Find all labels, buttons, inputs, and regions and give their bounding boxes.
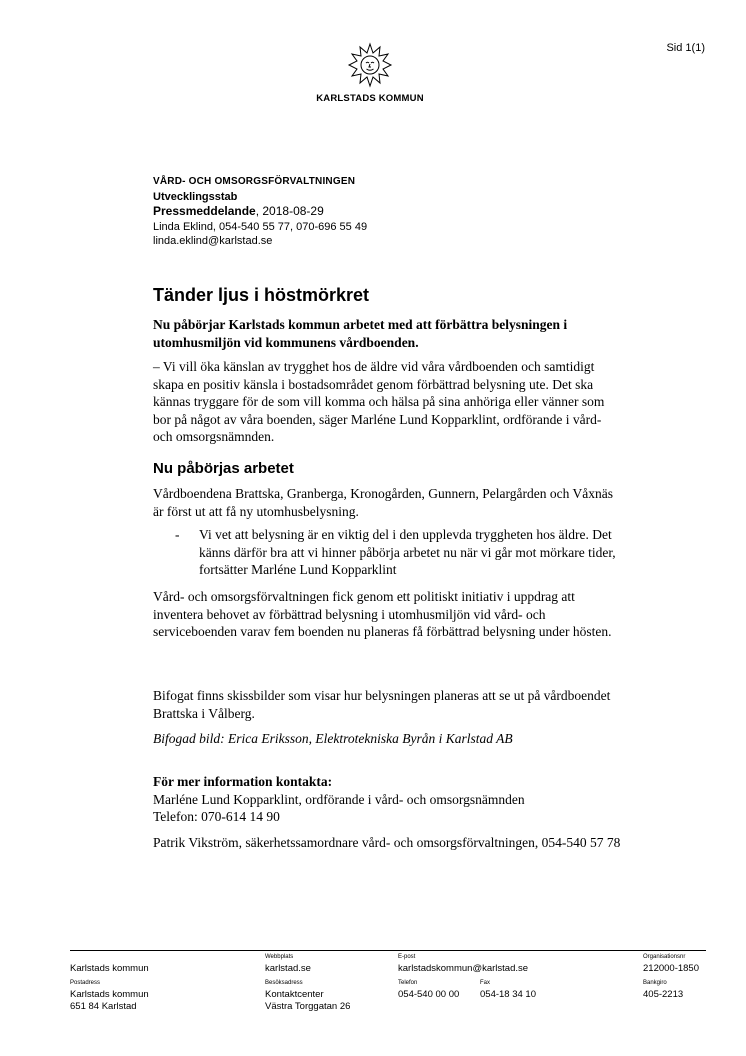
lead-paragraph: Nu påbörjar Karlstads kommun arbetet med att förbättra belysningen i utomhusmiljön vid kommunens vårdboenden.	[153, 317, 568, 350]
footer-postal-line: 651 84 Karlstad	[70, 1000, 137, 1012]
footer-label: Bankgiro	[643, 980, 667, 986]
paragraph: Bifogat finns skissbilder som visar hur belysningen planeras att se ut på vårdboendet Brattska i Vålberg.	[153, 688, 611, 721]
footer-phone: 054-540 00 00	[398, 989, 460, 1000]
contact-line: Linda Eklind, 054-540 55 77, 070-696 55 49	[153, 220, 368, 233]
footer-postal-address	[70, 989, 149, 1012]
doc-date: , 2018-08-29	[255, 204, 324, 218]
footer-label: Fax	[480, 980, 491, 986]
footer-orgnr: 212000-1850	[643, 963, 699, 974]
footer-label: Webbplats	[265, 954, 294, 960]
footer-fax: 054-18 34 10	[480, 989, 536, 1000]
footer-label: Telefon	[398, 980, 418, 986]
bullet-dash: -	[175, 527, 180, 542]
logo-text: KARLSTADS KOMMUN	[316, 93, 424, 104]
subheading: Nu påbörjas arbetet	[153, 460, 294, 477]
contact-person: Marléne Lund Kopparklint, ordförande i vård- och omsorgsnämnden	[153, 792, 525, 807]
footer-label: Besöksadress	[265, 980, 303, 986]
article-title: Tänder ljus i höstmörkret	[153, 285, 370, 305]
contact-heading: För mer information kontakta:	[153, 774, 333, 789]
header-block	[153, 175, 367, 249]
paragraph: Vård- och omsorgsförvaltningen fick genom ett politiskt initiativ i uppdrag att inventera behovet av förbättrad belysning i utomhusmiljön vid vård- och serviceboenden varav fem boenden nu planeras få förbättrad belysning under hösten.	[153, 589, 612, 639]
contact-email: linda.eklind@karlstad.se	[153, 235, 273, 247]
doc-type: Pressmeddelande	[153, 204, 256, 218]
footer-website: karlstad.se	[265, 963, 311, 974]
unit: Utvecklingsstab	[153, 190, 238, 203]
department: VÅRD- OCH OMSORGSFÖRVALTNINGEN	[153, 176, 356, 187]
bullet-text: Vi vet att belysning är en viktig del i den upplevda tryggheten hos äldre. Det känns därför bra att vi hinner påbörja arbetet nu när vi går mot mörkare tider, fortsätter Marléne Lund Kopparklint	[199, 527, 616, 577]
sun-face-icon	[347, 42, 393, 88]
image-caption: Bifogad bild: Erica Eriksson, Elektrotekniska Byrån i Karlstad AB	[153, 731, 513, 746]
footer-label: E-post	[398, 954, 416, 960]
paragraph: Vårdboendena Brattska, Granberga, Kronogården, Gunnern, Pelargården och Våxnäs är först ut att få ny utomhusbelysning.	[153, 486, 613, 519]
footer-visit-address	[265, 989, 350, 1012]
footer-divider	[70, 950, 706, 951]
doc-type-line	[153, 204, 367, 220]
footer-visit-line: Kontaktcenter	[265, 989, 324, 1000]
footer-visit-line: Västra Torggatan 26	[265, 1000, 351, 1012]
contact-phone: Telefon: 070-614 14 90	[153, 809, 280, 824]
footer-bankgiro: 405-2213	[643, 989, 684, 1000]
footer-label: Organisationsnr	[643, 954, 686, 960]
footer-name: Karlstads kommun	[70, 963, 149, 974]
footer-postal-line: Karlstads kommun	[70, 989, 149, 1000]
contact-person: Patrik Vikström, säkerhetssamordnare vård- och omsorgsförvaltningen, 054-540 57 78	[153, 835, 621, 850]
page-number: Sid 1(1)	[666, 42, 705, 54]
quote-paragraph: – Vi vill öka känslan av trygghet hos de äldre vid våra vårdboenden och samtidigt skapa en positiv känsla i bostadsområdet genom förbättrad belysning ute. Det ska kännas tryggare för de som vill komma och hälsa på sina anhöriga eller vänner som bor på något av våra boenden, säger Marléne Lund Kopparklint, ordförande i vård- och omsorgsnämnden.	[153, 359, 605, 444]
footer-label: Postadress	[70, 980, 101, 986]
logo	[300, 42, 440, 104]
footer-email: karlstadskommun@karlstad.se	[398, 963, 529, 974]
